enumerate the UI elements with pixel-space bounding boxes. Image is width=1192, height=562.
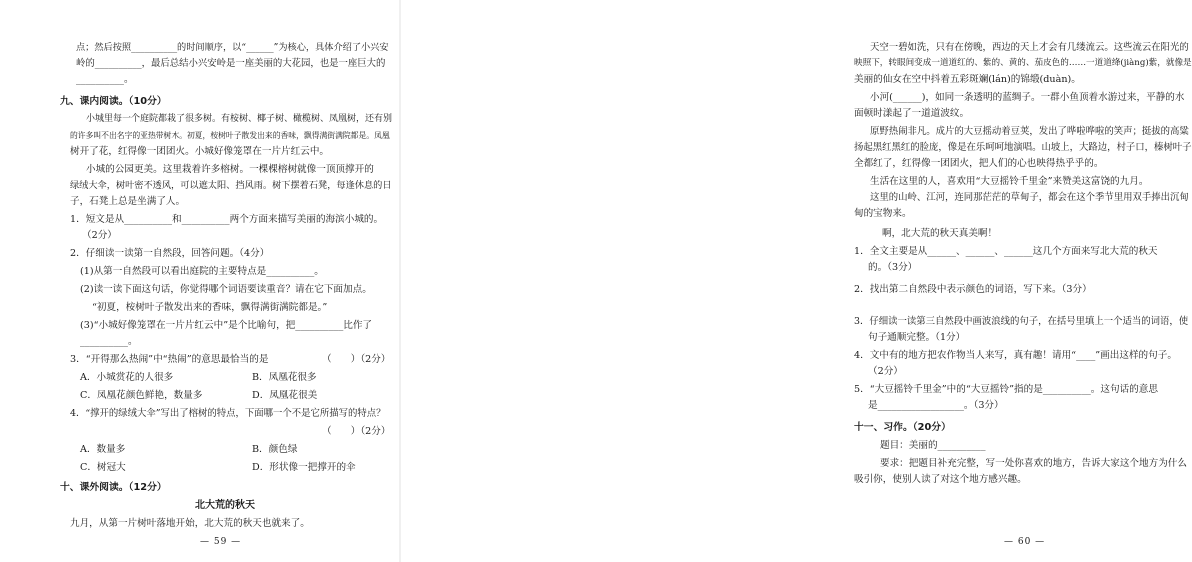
option-c: C．凤凰花颜色鲜艳，数量多: [80, 390, 203, 401]
text-line: 这里的山岭、江河，连同那茫茫的草甸子，都会在这个季节里用双手捧出沉甸: [870, 192, 1189, 203]
text-line: 映照下，转眼间变成一道道红的、紫的、黄的、茄皮色的……一道道绛(jiàng)紫，就像是: [854, 58, 1192, 68]
option-d: D．形状像一把撑开的伞: [252, 462, 356, 473]
text-line: 吸引你，使别人读了对这个地方感兴趣。: [854, 474, 1027, 485]
page-60: [400, 0, 1192, 562]
text-line: 美丽的仙女在空中抖着五彩斑斓(lán)的锦缎(duàn)。: [854, 74, 1081, 85]
question-line: 4．“撑开的绿绒大伞”写出了榕树的特点，下面哪一个不是它所描写的特点？: [70, 408, 386, 419]
text-line: 扬起黑红黑红的脸庞，像是在乐呵呵地演唱。山坡上，大路边，村子口，榛树叶子: [854, 142, 1192, 153]
text-line: 天空一碧如洗，只有在傍晚，西边的天上才会有几缕流云。这些流云在阳光的: [870, 42, 1189, 53]
question-line: （2分）: [82, 230, 117, 241]
question-line: 3．仔细读一读第三自然段中画波浪线的句子，在括号里填上一个适当的词语，使: [854, 316, 1189, 327]
text-line: 甸的宝物来。: [854, 208, 912, 219]
question-line: 是__________________。（3分）: [868, 400, 1004, 411]
text-line: 的许多叫不出名字的亚热带树木。初夏，桉树叶子散发出来的香味，飘得满街满院都是。凤凰: [70, 131, 390, 140]
text-line: 岭的__________，最后总结小兴安岭是一座美丽的大花园，也是一座巨大的: [76, 58, 386, 69]
question-line: (2)读一读下面这句话，你觉得哪个词语要读重音？请在它下面加点。: [80, 284, 372, 295]
text-line: 点；然后按照__________的时间顺序，以“______”为核心，具体介绍了小兴安: [76, 42, 389, 53]
question-line: 1．全文主要是从______、______、______这几个方面来写北大荒的秋天: [854, 246, 1158, 257]
answer-bracket: （ ）（2分）: [322, 426, 391, 437]
section-heading: 九、课内阅读。（10分）: [60, 96, 167, 107]
text-line: 小城的公园更美。这里栽着许多榕树。一棵棵榕树就像一顶顶撑开的: [86, 164, 374, 175]
answer-bracket: （ ）（2分）: [322, 354, 391, 365]
text-line: 小河(______)，如同一条透明的蓝绸子。一群小鱼顶着水游过来，平静的水: [870, 92, 1185, 103]
option-d: D．凤凰花很美: [252, 390, 318, 401]
page-number: — 59 —: [200, 537, 242, 547]
question-line: 句子通顺完整。（1分）: [868, 332, 966, 343]
question-line: 2．找出第二自然段中表示颜色的词语，写下来。（3分）: [854, 284, 1092, 295]
text-line: 要求：把题目补充完整，写一处你喜欢的地方，告诉大家这个地方为什么: [880, 458, 1187, 469]
option-b: B．颜色绿: [252, 444, 298, 455]
text-line: 九月，从第一片树叶落地开始，北大荒的秋天也就来了。: [70, 518, 310, 529]
question-line: （2分）: [868, 366, 903, 377]
question-line: 5．“大豆摇铃千里金”中的“大豆摇铃”指的是__________。这句话的意思: [854, 384, 1158, 395]
question-line: (1)从第一自然段可以看出庭院的主要特点是__________。: [80, 266, 324, 277]
section-heading: 十一、习作。（20分）: [854, 422, 951, 433]
text-line: 啊，北大荒的秋天真美啊！: [882, 228, 998, 239]
question-line: 1．短文是从__________和__________两个方面来描写美丽的海滨小城的。: [70, 214, 384, 225]
question-line: (3)“小城好像笼罩在一片片红云中”是个比喻句，把__________比作了: [80, 320, 373, 331]
section-heading: 十、课外阅读。（12分）: [60, 482, 167, 493]
text-line: 子，石凳上总是坐满了人。: [70, 196, 186, 207]
text-line: 生活在这里的人，喜欢用“大豆摇铃千里金”来赞美这富饶的九月。: [870, 176, 1149, 187]
text-line: 全都红了，红得像一团团火，把人们的心也映得热乎乎的。: [854, 158, 1104, 169]
option-b: B．凤凰花很多: [252, 372, 317, 383]
passage-title: 北大荒的秋天: [195, 500, 255, 511]
text-line: 小城里每一个庭院都栽了很多树。有桉树、椰子树、橄榄树、凤凰树，还有别: [86, 114, 393, 124]
quote-line: “初夏，桉树叶子散发出来的香味，飘得满街满院都是。”: [92, 302, 328, 313]
question-line: __________。: [80, 336, 138, 347]
question-line: 4．文中有的地方把农作物当人来写，真有趣！请用“____”画出这样的句子。: [854, 350, 1177, 361]
essay-title-line: 题目：美丽的__________: [880, 440, 986, 451]
text-line: __________。: [76, 74, 134, 85]
text-line: 面顿时漾起了一道道波纹。: [854, 108, 970, 119]
option-a: A．数量多: [80, 444, 126, 455]
option-c: C．树冠大: [80, 462, 126, 473]
text-line: 原野热闹非凡。成片的大豆摇动着豆荚，发出了哗啦哗啦的笑声；挺拔的高粱: [870, 126, 1189, 137]
page-number: — 60 —: [1004, 537, 1046, 547]
question-line: 3．“开得那么热闹”中“热闹”的意思最恰当的是: [70, 354, 269, 365]
option-a: A．小城赏花的人很多: [80, 372, 174, 383]
question-line: 的。（3分）: [868, 262, 918, 273]
page-59: [0, 0, 400, 562]
text-line: 绿绒大伞，树叶密不透风，可以遮太阳、挡风雨。树下摆着石凳，每逢休息的日: [70, 180, 392, 191]
question-line: 2．仔细读一读第一自然段，回答问题。（4分）: [70, 248, 270, 259]
text-line: 树开了花，红得像一团团火。小城好像笼罩在一片片红云中。: [70, 146, 330, 157]
